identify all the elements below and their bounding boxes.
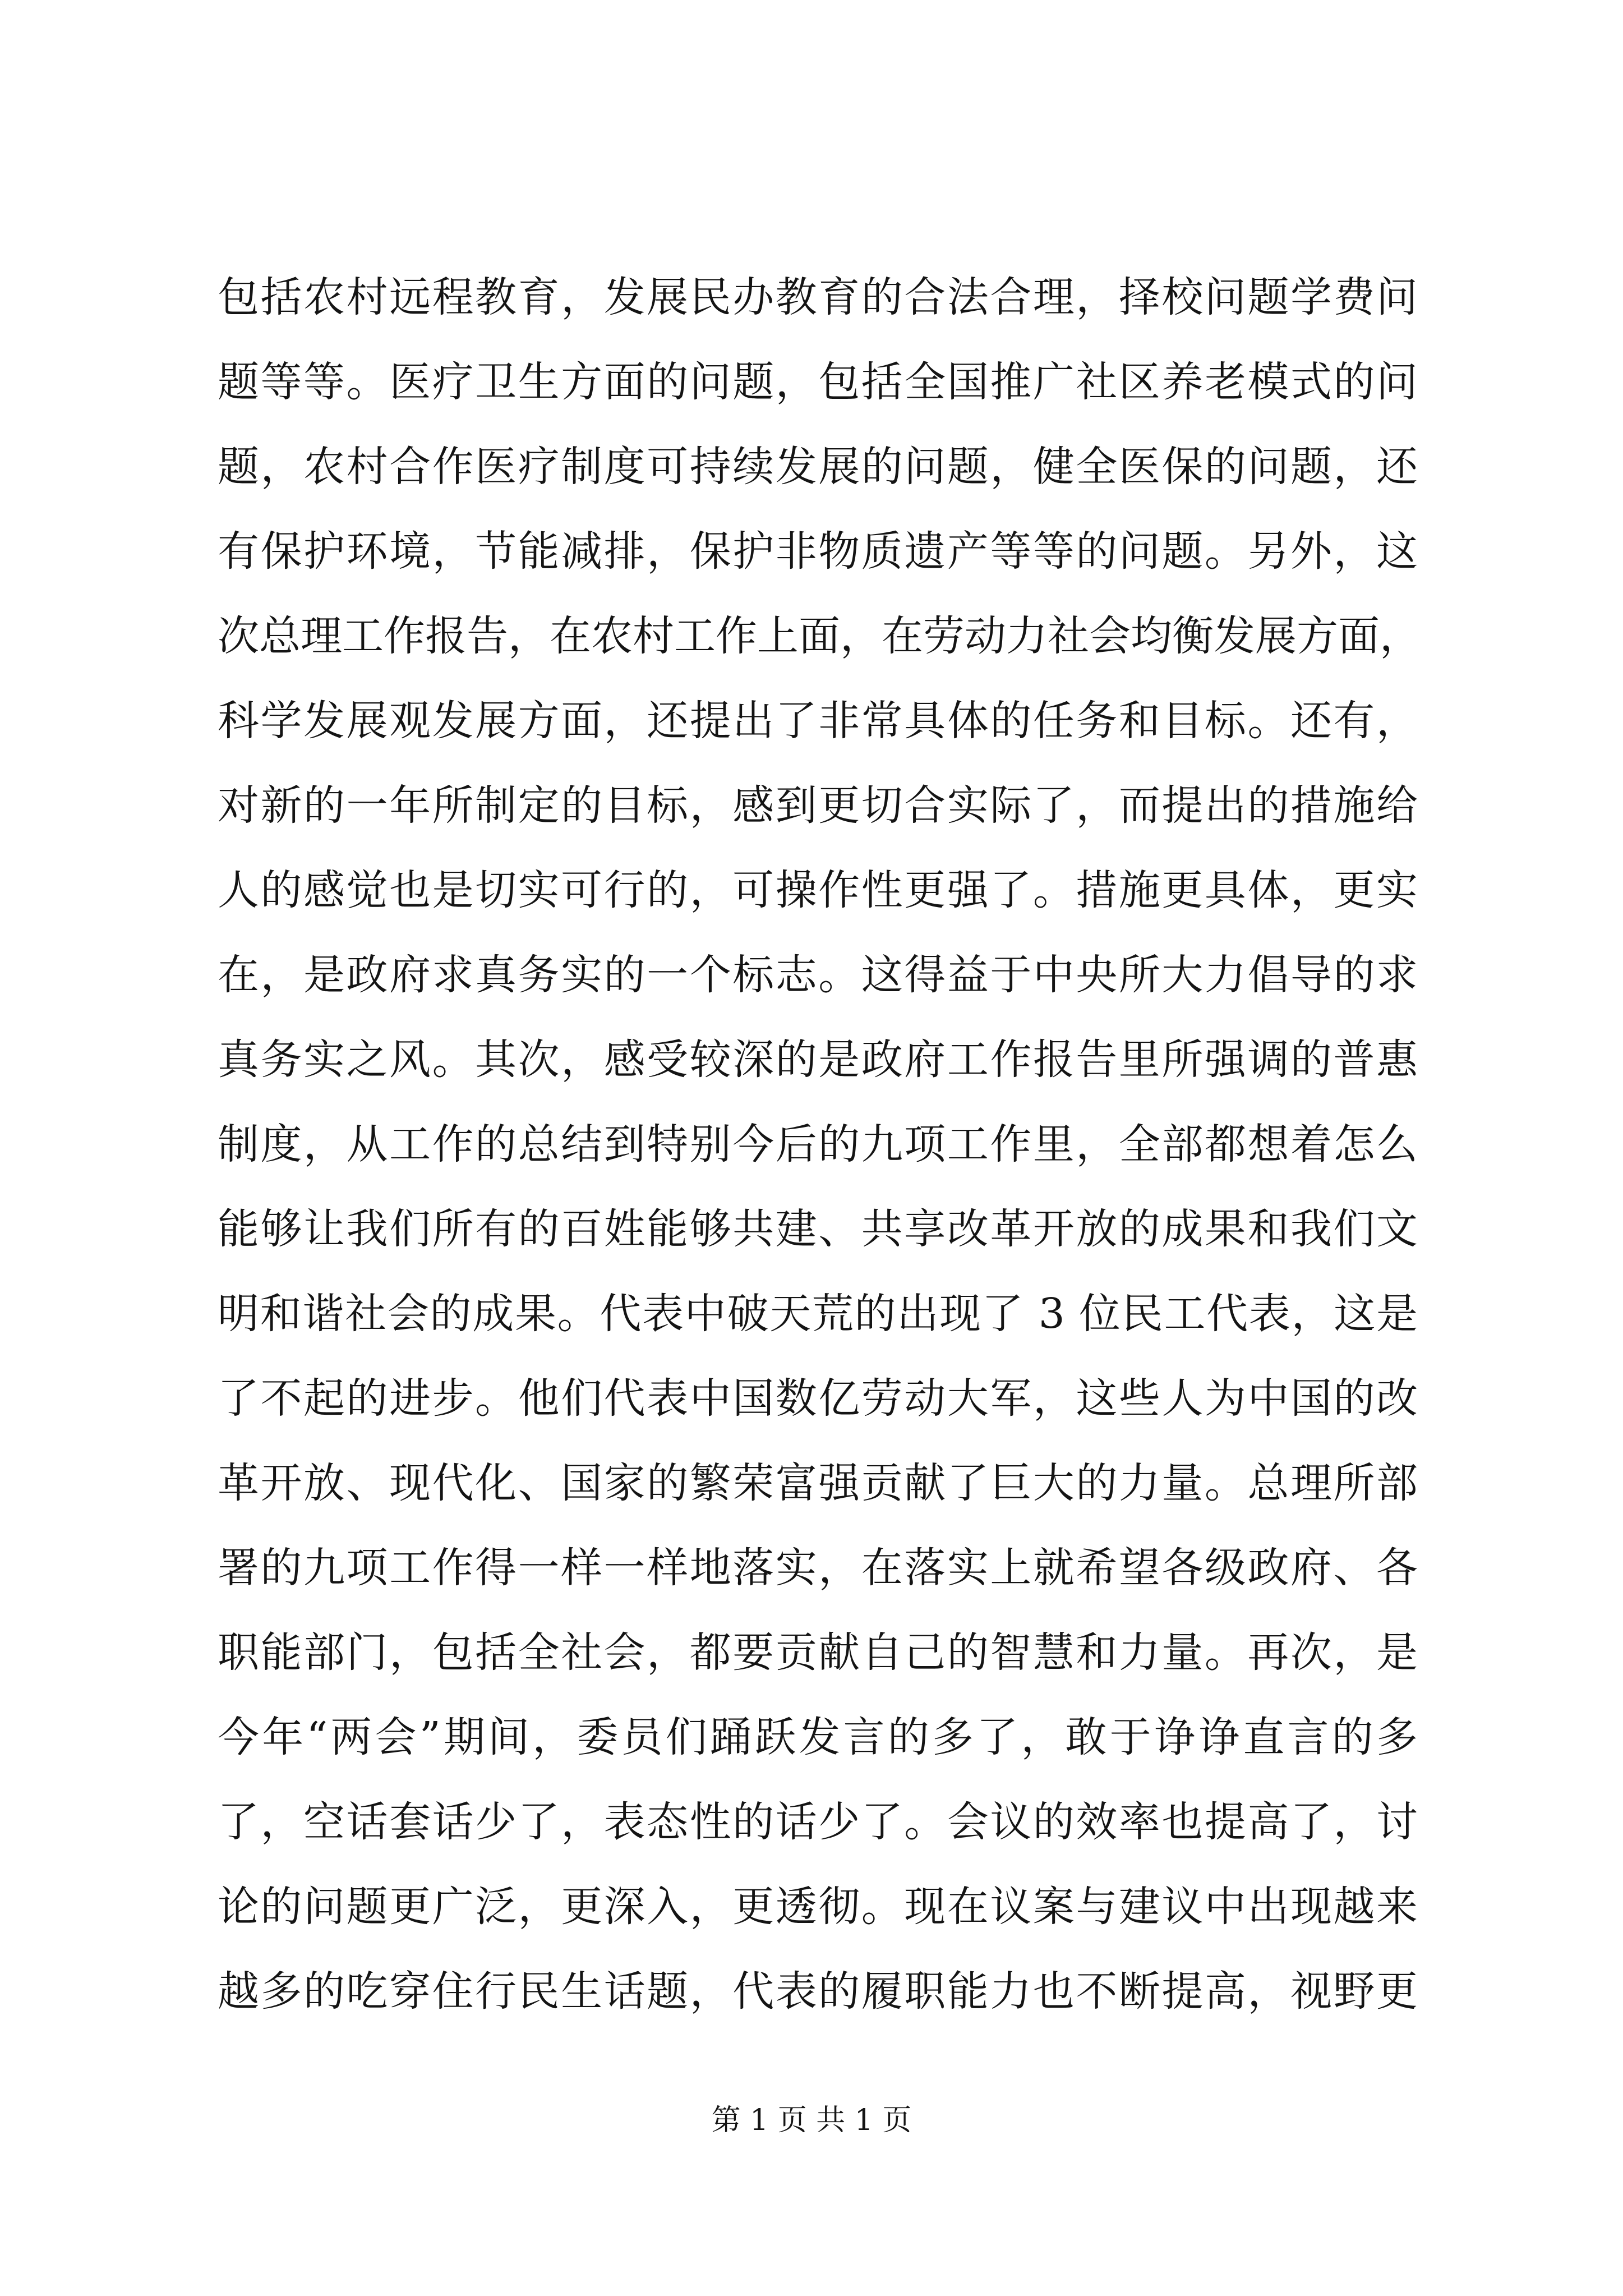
text-line: 人的感觉也是切实可行的，可操作性更强了。措施更具体，更实 xyxy=(218,866,1418,914)
text-line: 制度，从工作的总结到特别今后的九项工作里，全部都想着怎么 xyxy=(218,1120,1418,1168)
text-line: 题等等。医疗卫生方面的问题，包括全国推广社区养老模式的问 xyxy=(218,358,1418,406)
text-line: 署的九项工作得一样一样地落实，在落实上就希望各级政府、各 xyxy=(218,1544,1418,1592)
text-line: 有保护环境，节能减排，保护非物质遗产等等的问题。另外，这 xyxy=(218,527,1418,576)
text-line: 科学发展观发展方面，还提出了非常具体的任务和目标。还有， xyxy=(218,697,1418,745)
page-footer: 第 1 页 共 1 页 xyxy=(711,2104,912,2137)
text-line: 明和谐社会的成果。代表中破天荒的出现了 3 位民工代表，这是 xyxy=(218,1290,1418,1338)
text-line: 了不起的进步。他们代表中国数亿劳动大军，这些人为中国的改 xyxy=(218,1374,1418,1423)
text-line: 职能部门，包括全社会，都要贡献自己的智慧和力量。再次，是 xyxy=(218,1628,1418,1677)
text-line: 论的问题更广泛，更深入，更透彻。现在议案与建议中出现越来 xyxy=(218,1883,1418,1931)
body-text xyxy=(218,255,1421,2034)
text-line: 能够让我们所有的百姓能够共建、共享改革开放的成果和我们文 xyxy=(218,1205,1418,1253)
text-line: 次总理工作报告，在农村工作上面，在劳动力社会均衡发展方面， xyxy=(218,612,1421,660)
text-line: 革开放、现代化、国家的繁荣富强贡献了巨大的力量。总理所部 xyxy=(218,1459,1418,1507)
text-line: 包括农村远程教育，发展民办教育的合法合理，择校问题学费问 xyxy=(218,273,1418,321)
text-line: 今年“两会”期间，委员们踊跃发言的多了，敢于诤诤直言的多 xyxy=(218,1713,1418,1761)
text-line: 题，农村合作医疗制度可持续发展的问题，健全医保的问题，还 xyxy=(218,443,1418,491)
text-line: 真务实之风。其次，感受较深的是政府工作报告里所强调的普惠 xyxy=(218,1036,1418,1084)
text-line: 在，是政府求真务实的一个标志。这得益于中央所大力倡导的求 xyxy=(218,951,1418,999)
text-line: 越多的吃穿住行民生话题，代表的履职能力也不断提高，视野更 xyxy=(218,1967,1418,2016)
text-line: 了，空话套话少了，表态性的话少了。会议的效率也提高了，讨 xyxy=(218,1798,1418,1846)
text-line: 对新的一年所制定的目标，感到更切合实际了，而提出的措施给 xyxy=(218,781,1418,830)
